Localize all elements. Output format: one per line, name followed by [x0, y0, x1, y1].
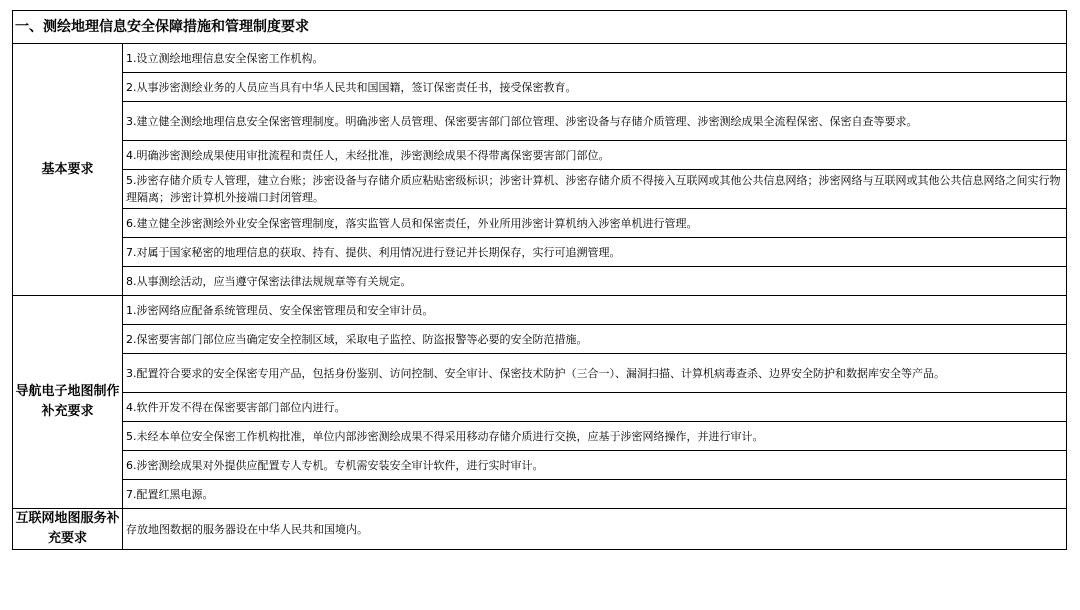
- table-row: [13, 44, 1067, 73]
- requirement-item: 2.保密要害部门部位应当确定安全控制区域，采取电子监控、防盗报警等必要的安全防范措施。: [123, 325, 1067, 354]
- table-title: 一、测绘地理信息安全保障措施和管理制度要求: [13, 11, 1067, 44]
- requirement-item: 7.配置红黑电源。: [123, 480, 1067, 509]
- requirement-item: 2.从事涉密测绘业务的人员应当具有中华人民共和国国籍，签订保密责任书，接受保密教育。: [123, 73, 1067, 102]
- requirement-item: 4.软件开发不得在保密要害部门部位内进行。: [123, 393, 1067, 422]
- requirement-item: 6.建立健全涉密测绘外业安全保密管理制度，落实监管人员和保密责任，外业所用涉密计算机纳入涉密单机进行管理。: [123, 209, 1067, 238]
- requirement-item: 7.对属于国家秘密的地理信息的获取、持有、提供、利用情况进行登记并长期保存，实行可追溯管理。: [123, 238, 1067, 267]
- table-row: [13, 141, 1067, 170]
- requirement-item: 5.未经本单位安全保密工作机构批准，单位内部涉密测绘成果不得采用移动存储介质进行交换，应基于涉密网络操作，并进行审计。: [123, 422, 1067, 451]
- requirement-item: 1.设立测绘地理信息安全保密工作机构。: [123, 44, 1067, 73]
- category-navigation-map: 导航电子地图制作补充要求: [13, 296, 123, 509]
- table-row: [13, 393, 1067, 422]
- table-row: [13, 102, 1067, 141]
- table-row: [13, 325, 1067, 354]
- table-row: [13, 422, 1067, 451]
- category-internet-map: 互联网地图服务补充要求: [13, 509, 123, 550]
- table-row: [13, 296, 1067, 325]
- table-row: [13, 509, 1067, 550]
- requirements-table: [12, 10, 1067, 550]
- table-row: [13, 267, 1067, 296]
- requirement-item: 6.涉密测绘成果对外提供应配置专人专机。专机需安装安全审计软件，进行实时审计。: [123, 451, 1067, 480]
- table-row: [13, 170, 1067, 209]
- table-row: [13, 480, 1067, 509]
- title-row: [13, 11, 1067, 44]
- table-row: [13, 73, 1067, 102]
- table-row: [13, 451, 1067, 480]
- requirement-item: 存放地图数据的服务器设在中华人民共和国境内。: [123, 509, 1067, 550]
- table-row: [13, 209, 1067, 238]
- category-basic: 基本要求: [13, 44, 123, 296]
- requirement-item: 4.明确涉密测绘成果使用审批流程和责任人，未经批准，涉密测绘成果不得带离保密要害部门部位。: [123, 141, 1067, 170]
- requirement-item: 8.从事测绘活动，应当遵守保密法律法规规章等有关规定。: [123, 267, 1067, 296]
- requirement-item: 3.建立健全测绘地理信息安全保密管理制度。明确涉密人员管理、保密要害部门部位管理、涉密设备与存储介质管理、涉密测绘成果全流程保密、保密自查等要求。: [123, 102, 1067, 141]
- requirement-item: 5.涉密存储介质专人管理，建立台账；涉密设备与存储介质应粘贴密级标识；涉密计算机、涉密存储介质不得接入互联网或其他公共信息网络；涉密网络与互联网或其他公共信息网络之间实行物理隔离；涉密计算机外接端口封闭管理。: [123, 170, 1067, 209]
- table-row: [13, 354, 1067, 393]
- requirement-item: 3.配置符合要求的安全保密专用产品，包括身份鉴别、访问控制、安全审计、保密技术防护（三合一）、漏洞扫描、计算机病毒查杀、边界安全防护和数据库安全等产品。: [123, 354, 1067, 393]
- table-row: [13, 238, 1067, 267]
- requirement-item: 1.涉密网络应配备系统管理员、安全保密管理员和安全审计员。: [123, 296, 1067, 325]
